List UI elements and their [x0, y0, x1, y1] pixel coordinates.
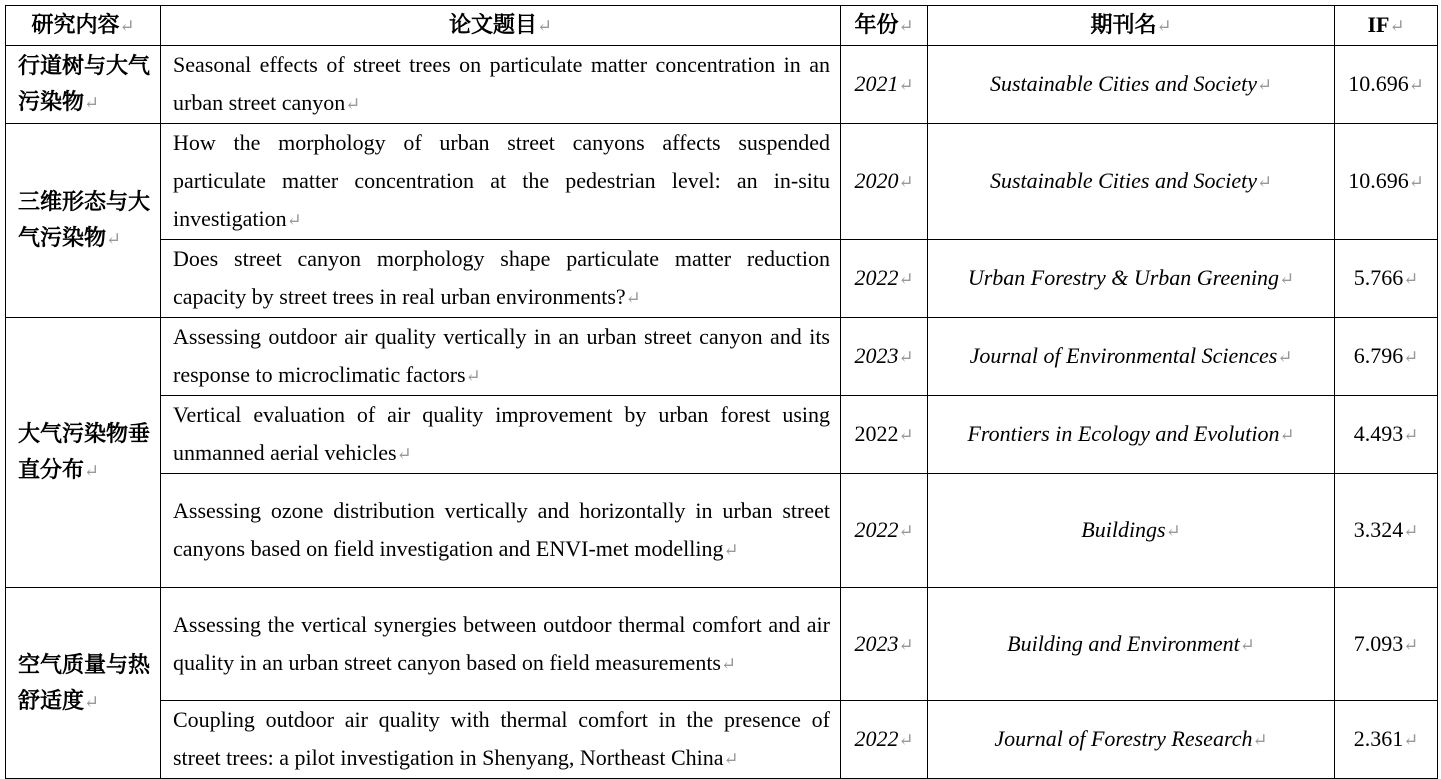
title-cell: Vertical evaluation of air quality improvement by urban forest using unmanned aerial vehicles ↵ [173, 402, 830, 465]
header-if: IF ↵ [1335, 6, 1438, 46]
title-cell: Assessing the vertical synergies between outdoor thermal comfort and air quality in an urban street canyon based on field measurements ↵ [173, 612, 830, 675]
table-row [6, 46, 1438, 124]
header-topic: 研究内容 ↵ [6, 6, 161, 46]
if-cell: 2.361 ↵ [1354, 726, 1419, 751]
if-cell: 10.696 ↵ [1348, 71, 1424, 96]
topic-cell: 三维形态与大气污染物 ↵ [6, 124, 161, 318]
table-row [6, 588, 1438, 701]
table-row [6, 124, 1438, 240]
title-cell: Coupling outdoor air quality with thermal comfort in the presence of street trees: a pilot investigation in Shenyang, Northeast China ↵ [173, 707, 830, 770]
year-cell: 2022 ↵ [854, 726, 913, 751]
if-cell: 4.493 ↵ [1354, 421, 1419, 446]
if-cell: 10.696 ↵ [1348, 168, 1424, 193]
table-row [6, 474, 1438, 588]
table-row [6, 318, 1438, 396]
table-row [6, 701, 1438, 779]
header-title: 论文题目 ↵ [161, 6, 841, 46]
journal-cell: Journal of Forestry Research ↵ [994, 726, 1267, 751]
title-cell: Does street canyon morphology shape particulate matter reduction capacity by street trees in real urban environments? ↵ [173, 246, 830, 309]
if-cell: 7.093 ↵ [1354, 631, 1419, 656]
title-cell: Assessing outdoor air quality vertically in an urban street canyon and its response to microclimatic factors ↵ [173, 324, 830, 387]
topic-cell: 空气质量与热舒适度 ↵ [6, 588, 161, 779]
if-cell: 3.324 ↵ [1354, 517, 1419, 542]
journal-cell: Urban Forestry & Urban Greening ↵ [968, 265, 1294, 290]
title-cell: How the morphology of urban street canyons affects suspended particulate matter concentration at the pedestrian level: an in-situ investigation ↵ [173, 130, 830, 231]
publications-table [5, 5, 1438, 779]
table-row [6, 240, 1438, 318]
header-year: 年份 ↵ [841, 6, 928, 46]
journal-cell: Sustainable Cities and Society ↵ [990, 71, 1272, 96]
year-cell: 2022 ↵ [854, 517, 913, 542]
if-cell: 6.796 ↵ [1354, 343, 1419, 368]
journal-cell: Frontiers in Ecology and Evolution ↵ [967, 421, 1294, 446]
year-cell: 2022 ↵ [854, 265, 913, 290]
year-cell: 2021 ↵ [854, 71, 913, 96]
year-cell: 2023 ↵ [854, 343, 913, 368]
title-cell: Assessing ozone distribution vertically and horizontally in urban street canyons based on field investigation and ENVI-met modelling ↵ [173, 498, 830, 561]
header-journal: 期刊名 ↵ [928, 6, 1335, 46]
journal-cell: Journal of Environmental Sciences ↵ [970, 343, 1293, 368]
topic-cell: 行道树与大气污染物 ↵ [6, 46, 161, 124]
title-cell: Seasonal effects of street trees on particulate matter concentration in an urban street canyon ↵ [173, 52, 830, 115]
year-cell: 2020 ↵ [854, 168, 913, 193]
if-cell: 5.766 ↵ [1354, 265, 1419, 290]
topic-cell: 大气污染物垂直分布 ↵ [6, 318, 161, 588]
journal-cell: Sustainable Cities and Society ↵ [990, 168, 1272, 193]
year-cell: 2022 ↵ [854, 421, 913, 446]
journal-cell: Buildings ↵ [1081, 517, 1180, 542]
year-cell: 2023 ↵ [854, 631, 913, 656]
journal-cell: Building and Environment ↵ [1007, 631, 1255, 656]
table-row [6, 396, 1438, 474]
header-row [6, 6, 1438, 46]
